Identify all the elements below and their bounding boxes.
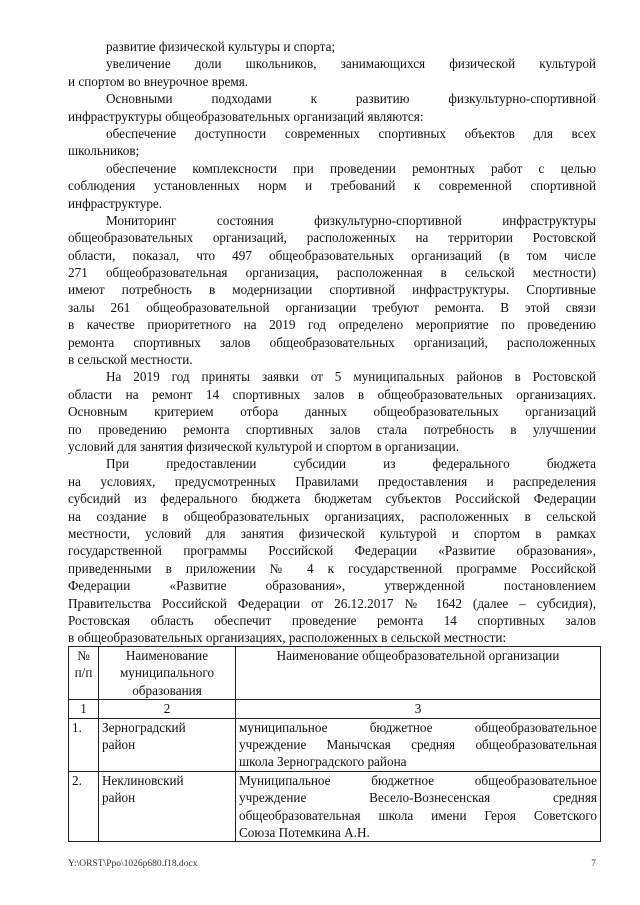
header-municipality-cell [99, 647, 236, 700]
row-num-cell: 1. [69, 718, 99, 771]
table-row [69, 771, 601, 842]
text-line: по проведению ремонта спортивных залов стала потребность в улучшении [68, 421, 596, 437]
text-line: ремонта спортивных залов общеобразовательных организаций, расположенных [68, 334, 596, 350]
text-line: Мониторинг состояния физкультурно-спортивной инфраструктуры [106, 212, 596, 228]
municipality-text: Неклиновский [102, 772, 184, 788]
table-header-row [69, 647, 601, 700]
text-line: 271 общеобразовательная организация, расположенная в сельской местности) [68, 265, 596, 281]
text-line: в качестве приоритетного на 2019 год определено мероприятие по проведению [68, 317, 596, 333]
organization-text: школа Зерноградского района [239, 754, 407, 770]
text-line: При предоставлении субсидии из федерального бюджета [106, 456, 596, 472]
header-text: муниципального [119, 665, 215, 681]
text-line: соблюдения установленных норм и требований к современной спортивной [68, 178, 596, 194]
index-cell: 2 [99, 700, 236, 718]
index-cell: 1 [69, 700, 99, 718]
text-line: школьников; [68, 143, 140, 159]
index-cell: 3 [236, 700, 601, 718]
header-text: Наименование общеобразовательной организации [276, 648, 560, 663]
document-body [68, 38, 596, 647]
text-line: залы 261 общеобразовательной организации требуют ремонта. В этой связи [68, 299, 596, 315]
organization-text: Союза Потемкина А.Н. [239, 825, 370, 841]
row-municipality-cell [99, 771, 236, 842]
text-line: На 2019 год приняты заявки от 5 муниципальных районов в Ростовской [106, 369, 596, 385]
row-municipality-cell [99, 718, 236, 771]
table-index-row [69, 700, 601, 718]
page-number: 7 [591, 859, 596, 869]
text-line: имеют потребность в модернизации спортивной инфраструктуры. Спортивные [68, 282, 596, 298]
text-line: государственной программы Российской Федерации «Развитие образования», [68, 543, 596, 559]
text-line: инфраструктуре. [68, 195, 163, 211]
schools-table [68, 646, 601, 842]
text-line: на создание в общеобразовательных организациях, расположенных в сельской [68, 508, 596, 524]
text-line: субсидий из федерального бюджета бюджетам субъектов Российской Федерации [68, 491, 596, 507]
text-line: в общеобразовательных организациях, расположенных в сельской местности: [68, 630, 507, 646]
file-path: Y:\ORST\Ppo\1026p680.f18.docx [68, 859, 198, 869]
row-organization-cell [236, 771, 601, 842]
text-line: Федерации «Развитие образования», утвержденной постановлением [68, 578, 596, 594]
header-text: Наименование [125, 648, 209, 663]
text-line: Основным критерием отбора данных общеобразовательных организаций [68, 404, 596, 420]
municipality-text: район [102, 790, 136, 806]
text-line: общеобразовательных организаций, расположенных на территории Ростовской [68, 230, 596, 246]
organization-text: общеобразовательная школа имени Героя Советского [239, 807, 597, 823]
organization-text: Муниципальное бюджетное общеобразовательное [239, 772, 597, 788]
text-line: в сельской местности. [68, 352, 193, 368]
header-organization-cell [236, 647, 601, 700]
municipality-text: район [102, 737, 136, 753]
header-text: № [77, 648, 90, 663]
text-line: области на ремонт 14 спортивных залов в общеобразовательных организациях. [68, 386, 596, 402]
row-num-cell: 2. [69, 771, 99, 842]
text-line: на условиях, предусмотренных Правилами предоставления и распределения [68, 473, 596, 489]
organization-text: муниципальное бюджетное общеобразовательное [239, 719, 597, 735]
text-line: приведенными в приложении № 4 к государственной программе Российской [68, 560, 596, 576]
text-line: Правительства Российской Федерации от 26.12.2017 № 1642 (далее – субсидия), [68, 595, 596, 611]
text-line: обеспечение доступности современных спортивных объектов для всех [106, 125, 596, 141]
header-text: образования [132, 682, 202, 698]
municipality-text: Зерноградский [102, 719, 186, 735]
organization-text: учреждение Манычская средняя общеобразовательная [239, 737, 597, 753]
text-line: условий для занятия физической культурой и спортом в организации. [68, 438, 460, 454]
header-num-cell [69, 647, 99, 700]
text-line: и спортом во внеурочное время. [68, 73, 249, 89]
text-line: обеспечение комплексности при проведении ремонтных работ с целью [106, 160, 596, 176]
organization-text: учреждение Весело-Вознесенская средняя [239, 790, 597, 806]
text-line: инфраструктуры общеобразовательных организаций являются: [68, 108, 424, 124]
text-line: Основными подходами к развитию физкультурно-спортивной [106, 91, 596, 107]
text-line: увеличение доли школьников, занимающихся физической культурой [106, 56, 596, 72]
text-line: развитие физической культуры и спорта; [106, 39, 336, 54]
header-text: п/п [74, 665, 93, 681]
row-organization-cell [236, 718, 601, 771]
text-line: области, показал, что 497 общеобразовательных организаций (в том числе [68, 247, 596, 263]
table-row [69, 718, 601, 771]
text-line: местности, условий для занятия физической культурой и спортом в рамках [68, 525, 596, 541]
text-line: Ростовская область обеспечит проведение ремонта 14 спортивных залов [68, 612, 596, 628]
